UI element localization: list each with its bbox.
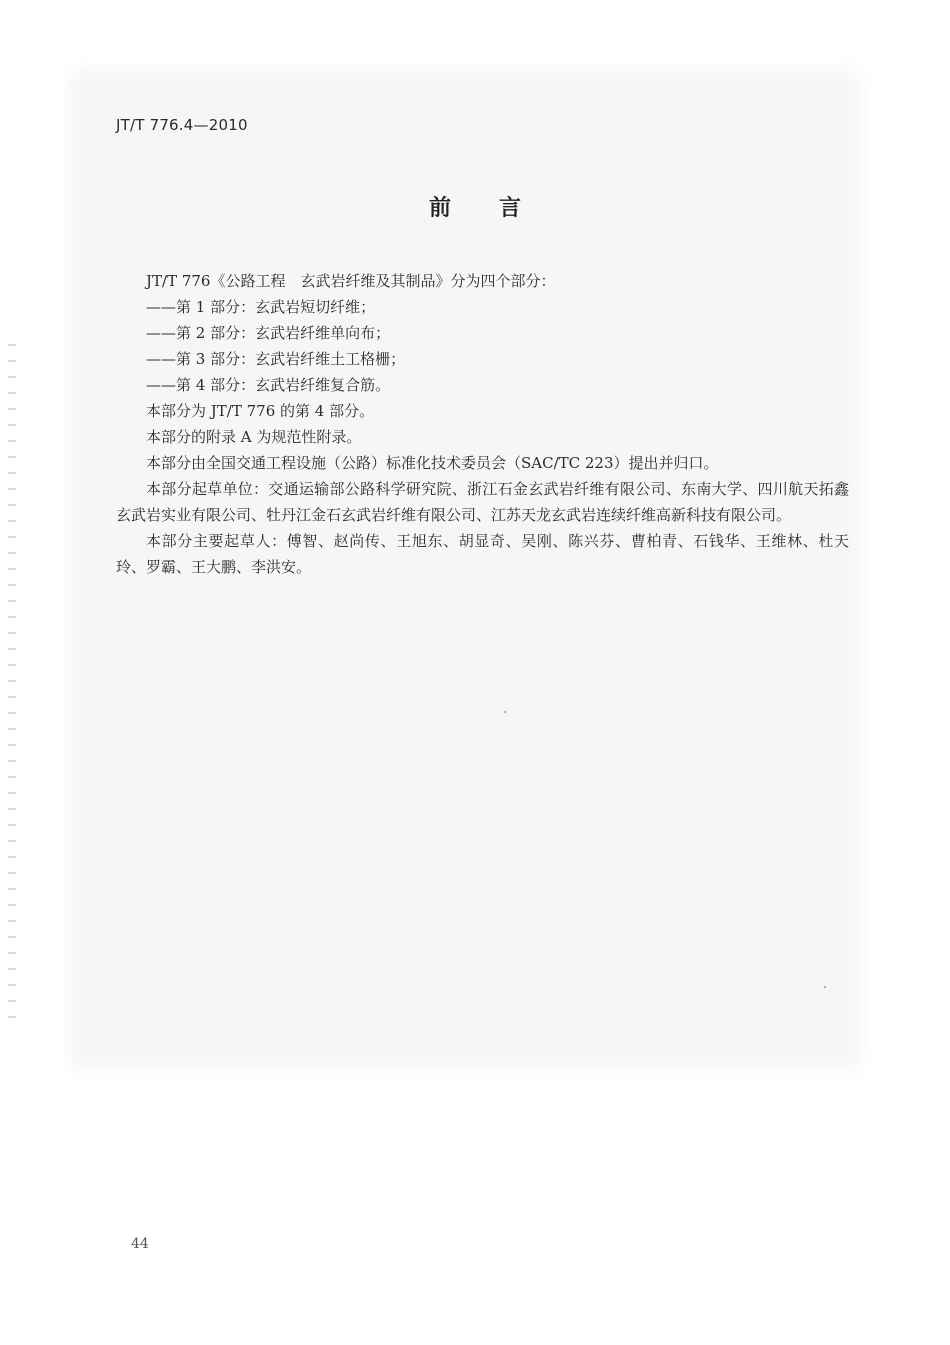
paragraph-part-3: ——第 3 部分：玄武岩纤维土工格栅； [146,350,406,368]
paragraph-appendix: 本部分的附录 A 为规范性附录。 [146,428,362,446]
paragraph-part-1: ——第 1 部分：玄武岩短切纤维； [146,298,376,316]
foreword-body [116,268,849,580]
page-title: 前言 [428,196,569,221]
page-number: 44 [131,1236,149,1252]
paragraph-drafting-units: 本部分起草单位：交通运输部公路科学研究院、浙江石金玄武岩纤维有限公司、东南大学、四川航天拓鑫玄武岩实业有限公司、牡丹江金石玄武岩纤维有限公司、江苏天龙玄武岩连续纤维高新科技有限公司。 [116,480,849,524]
paragraph-part-2: ——第 2 部分：玄武岩纤维单向布； [146,324,391,342]
paragraph-proposed-by: 本部分由全国交通工程设施（公路）标准化技术委员会（SAC/TC 223）提出并归口。 [146,454,719,472]
paragraph-part-4: ——第 4 部分：玄武岩纤维复合筋。 [146,376,391,394]
paragraph-parts-intro: JT/T 776《公路工程 玄武岩纤维及其制品》分为四个部分： [146,272,556,290]
paragraph-drafters: 本部分主要起草人：傅智、赵尚传、王旭东、胡显奇、吴刚、陈兴芬、曹柏青、石钱华、王维林、杜天玲、罗霸、王大鹏、李洪安。 [116,532,849,576]
paragraph-this-part: 本部分为 JT/T 776 的第 4 部分。 [146,402,375,420]
standard-code: JT/T 776.4—2010 [116,116,248,134]
